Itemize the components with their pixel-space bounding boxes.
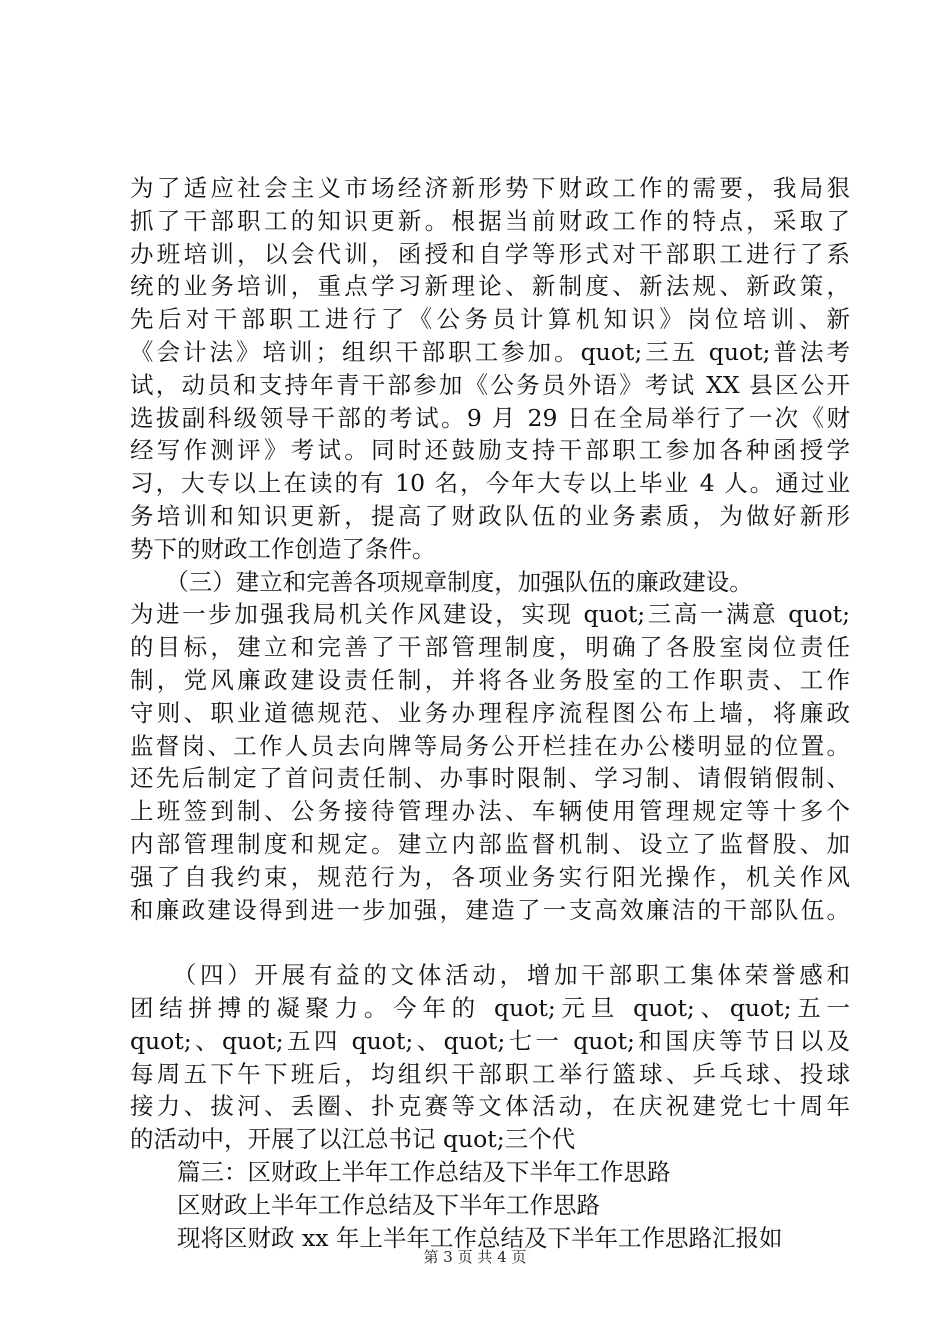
- document-body: [130, 172, 850, 1254]
- text-line: 团结拼搏的凝聚力。今年的 quot;元旦 quot;、quot;五一: [130, 993, 850, 1022]
- text-line: quot;、quot;五四 quot;、quot;七一 quot;和国庆等节日以及: [130, 1026, 850, 1055]
- text-line: 内部管理制度和规定。建立内部监督机制、设立了监督股、加: [130, 829, 850, 858]
- text-line: 先后对干部职工进行了《公务员计算机知识》岗位培训、新: [130, 305, 850, 334]
- text-line: 统的业务培训，重点学习新理论、新制度、新法规、新政策，: [130, 272, 850, 301]
- section-heading: 篇三：区财政上半年工作总结及下半年工作思路: [130, 1157, 671, 1186]
- text-line: 每周五下午下班后，均组织干部职工举行篮球、乒乓球、投球: [130, 1059, 850, 1088]
- text-line: 务培训和知识更新，提高了财政队伍的业务素质，为做好新形: [130, 501, 850, 530]
- page-number-footer: 第 3 页 共 4 页: [423, 1248, 527, 1266]
- paragraph-gap: [130, 926, 850, 959]
- text-line: （三）建立和完善各项规章制度，加强队伍的廉政建设。: [130, 567, 753, 596]
- text-line: 势下的财政工作创造了条件。: [130, 534, 436, 563]
- text-line: 《会计法》培训；组织干部职工参加。quot;三五 quot;普法考: [130, 337, 850, 366]
- text-line: 还先后制定了首问责任制、办事时限制、学习制、请假销假制、: [130, 764, 850, 793]
- text-line: 上班签到制、公务接待管理办法、车辆使用管理规定等十多个: [130, 797, 850, 826]
- paragraph-regulations: [130, 566, 850, 927]
- text-line: 现将区财政 xx 年上半年工作总结及下半年工作思路汇报如: [130, 1223, 783, 1252]
- paragraph-cultural-activities: [130, 959, 850, 1254]
- text-line: 习，大专以上在读的有 10 名，今年大专以上毕业 4 人。通过业: [130, 469, 850, 498]
- text-line: 守则、职业道德规范、业务办理程序流程图公布上墙，将廉政: [130, 698, 850, 727]
- text-line: 试，动员和支持年青干部参加《公务员外语》考试 XX 县区公开: [130, 370, 850, 399]
- text-line: 和廉政建设得到进一步加强，建造了一支高效廉洁的干部队伍。: [130, 895, 850, 924]
- text-line: 接力、拔河、丢圈、扑克赛等文体活动，在庆祝建党七十周年: [130, 1092, 850, 1121]
- text-line: 办班培训，以会代训，函授和自学等形式对干部职工进行了系: [130, 239, 850, 268]
- text-line: （四）开展有益的文体活动，增加干部职工集体荣誉感和: [130, 961, 850, 990]
- text-line: 为进一步加强我局机关作风建设，实现 quot;三高一满意 quot;: [130, 600, 850, 629]
- text-line: 监督岗、工作人员去向牌等局务公开栏挂在办公楼明显的位置。: [130, 731, 850, 760]
- text-line: 强了自我约束，规范行为，各项业务实行阳光操作，机关作风: [130, 862, 850, 891]
- text-line: 抓了干部职工的知识更新。根据当前财政工作的特点，采取了: [130, 206, 850, 235]
- text-line: 的目标，建立和完善了干部管理制度，明确了各股室岗位责任: [130, 633, 850, 662]
- section-title: 区财政上半年工作总结及下半年工作思路: [130, 1190, 600, 1219]
- text-line: 为了适应社会主义市场经济新形势下财政工作的需要，我局狠: [130, 174, 850, 202]
- text-line: 的活动中，开展了以江总书记 quot;三个代: [130, 1125, 576, 1154]
- text-line: 选拔副科级领导干部的考试。9 月 29 日在全局举行了一次《财: [130, 403, 850, 432]
- text-line: 制，党风廉政建设责任制，并将各业务股室的工作职责、工作: [130, 665, 850, 694]
- text-line: 经写作测评》考试。同时还鼓励支持干部职工参加各种函授学: [130, 436, 850, 465]
- paragraph-knowledge-update: [130, 172, 850, 566]
